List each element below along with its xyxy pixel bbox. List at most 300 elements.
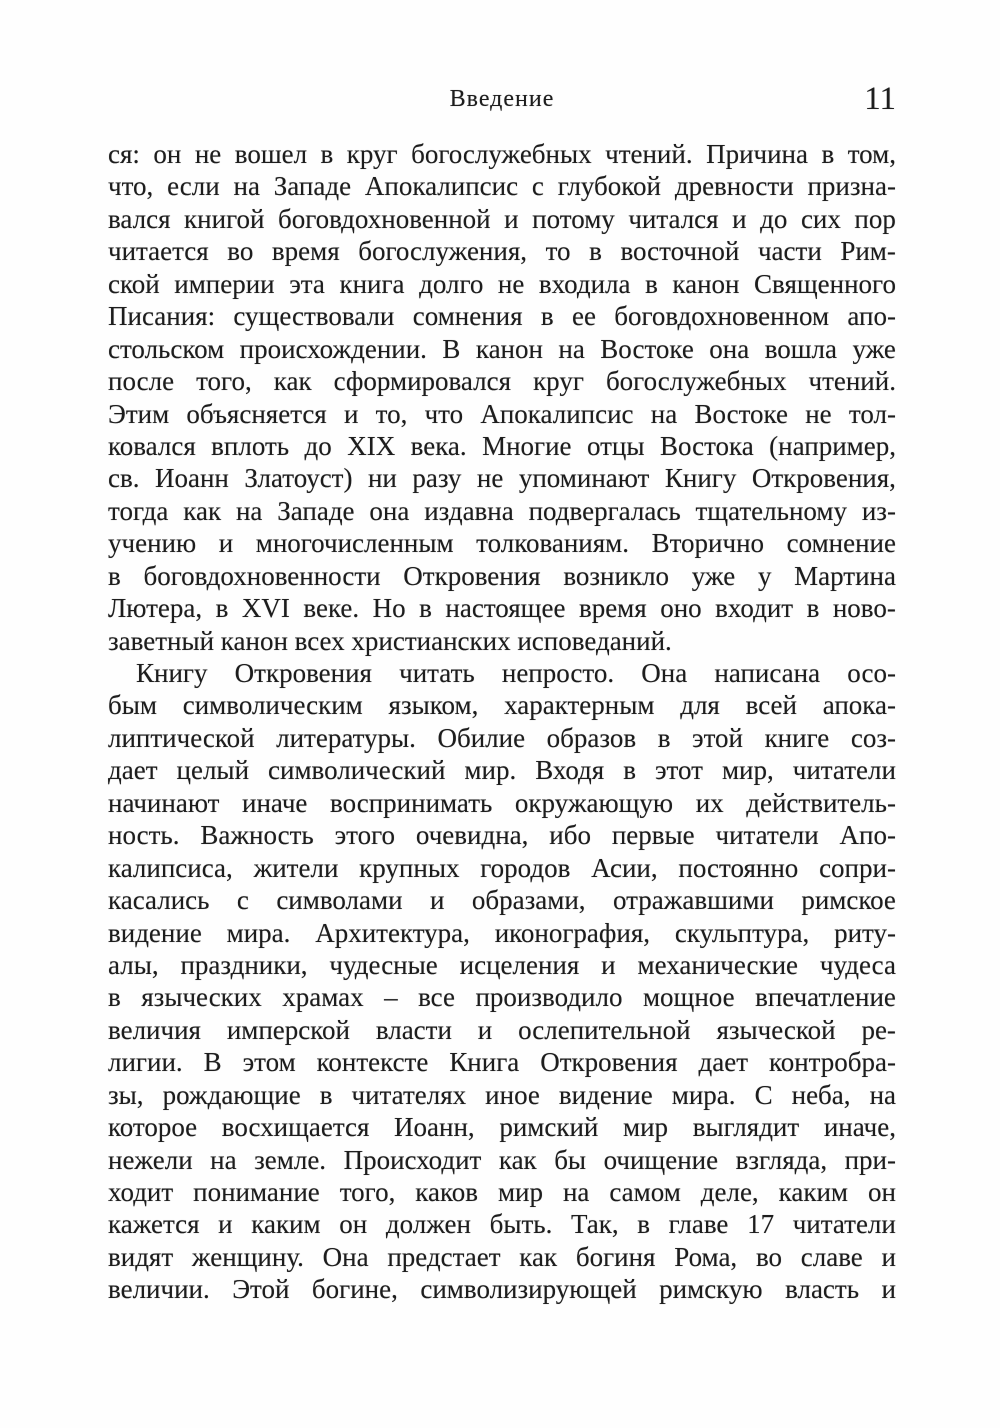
word: в bbox=[589, 236, 602, 267]
word: она bbox=[709, 333, 750, 364]
word: мир, bbox=[721, 755, 774, 786]
word: чудесные bbox=[329, 949, 438, 980]
text-line bbox=[108, 430, 896, 462]
page-number: 11 bbox=[864, 81, 896, 117]
word: В bbox=[442, 333, 461, 364]
word: бы bbox=[554, 1144, 587, 1175]
word: ре- bbox=[861, 1014, 896, 1045]
word: Лютера, bbox=[108, 593, 203, 624]
word: ослепительной bbox=[518, 1014, 691, 1045]
word: исцеления bbox=[459, 949, 580, 980]
word: подвергалась bbox=[528, 495, 681, 526]
word: входила bbox=[538, 268, 631, 299]
word: то bbox=[545, 236, 571, 267]
word: пор bbox=[854, 203, 896, 234]
word: Рим- bbox=[840, 236, 896, 267]
text-line bbox=[108, 819, 896, 851]
word: мир. bbox=[464, 755, 517, 786]
word: богине, bbox=[311, 1274, 398, 1305]
word: видят bbox=[108, 1241, 174, 1272]
word: апока- bbox=[822, 690, 896, 721]
text-line bbox=[108, 527, 896, 559]
word: он bbox=[339, 1209, 368, 1240]
word: до bbox=[304, 430, 332, 461]
word: существовали bbox=[233, 301, 395, 332]
word: толкованиям. bbox=[476, 528, 630, 559]
word: величии. bbox=[108, 1274, 210, 1305]
word: действитель- bbox=[746, 787, 896, 818]
word: веке. bbox=[303, 593, 360, 624]
word: канон bbox=[475, 333, 543, 364]
word: воспринимать bbox=[330, 787, 493, 818]
word: рождающие bbox=[162, 1079, 301, 1110]
word: книге bbox=[764, 722, 830, 753]
word: настоящее bbox=[445, 593, 566, 624]
word: мира. bbox=[226, 917, 291, 948]
word: женщину. bbox=[191, 1241, 304, 1272]
word: читатели bbox=[792, 1209, 896, 1240]
word: в bbox=[645, 268, 658, 299]
word: учению bbox=[108, 528, 197, 559]
word: Апокалипсис bbox=[364, 171, 519, 202]
word: во bbox=[755, 1241, 783, 1272]
word: каким bbox=[251, 1209, 321, 1240]
word: тол- bbox=[848, 398, 896, 429]
word: он bbox=[153, 139, 182, 169]
word: должен bbox=[385, 1209, 471, 1240]
word: сих bbox=[800, 203, 841, 234]
word: Откровения bbox=[234, 658, 372, 688]
word: римскую bbox=[659, 1274, 763, 1305]
word: для bbox=[680, 690, 720, 721]
word: того, bbox=[196, 366, 252, 397]
word: символизирующей bbox=[420, 1274, 637, 1305]
word: литературы. bbox=[276, 722, 416, 753]
word: Апо- bbox=[839, 820, 896, 851]
word: В bbox=[203, 1047, 222, 1078]
word: вошел bbox=[234, 139, 308, 169]
word: призна- bbox=[807, 171, 896, 202]
word: богослужения, bbox=[358, 236, 527, 267]
word: до bbox=[760, 203, 788, 234]
word: 17 bbox=[747, 1209, 775, 1240]
word: том, bbox=[847, 139, 896, 169]
word: то, bbox=[375, 398, 408, 429]
word: бым bbox=[108, 690, 157, 721]
word: постоянно bbox=[678, 852, 799, 883]
word: лигии. bbox=[108, 1047, 183, 1078]
word: языческой bbox=[716, 1014, 836, 1045]
word: боговдохновенности bbox=[143, 560, 381, 591]
word: быть. bbox=[489, 1209, 553, 1240]
word: власти bbox=[375, 1014, 452, 1045]
word: в bbox=[320, 139, 334, 169]
word: языком, bbox=[388, 690, 479, 721]
word: в bbox=[319, 1079, 333, 1110]
text-line bbox=[108, 1176, 896, 1208]
word: в bbox=[821, 139, 835, 169]
word: сформировался bbox=[333, 366, 512, 397]
word: не bbox=[497, 268, 525, 299]
word: Иоанн, bbox=[394, 1112, 475, 1143]
text-line bbox=[108, 300, 896, 332]
word: на bbox=[558, 333, 585, 364]
word: древности bbox=[674, 171, 794, 202]
text-line bbox=[108, 884, 896, 916]
word: в bbox=[215, 593, 229, 624]
text-line bbox=[108, 495, 896, 527]
text-line bbox=[108, 657, 896, 689]
word: каким bbox=[778, 1177, 848, 1207]
word: богослужебных bbox=[605, 366, 787, 397]
word: понимание bbox=[193, 1177, 320, 1207]
text-line bbox=[108, 1014, 896, 1046]
word: круг bbox=[346, 139, 398, 169]
word: контробра- bbox=[768, 1047, 896, 1078]
word: боговдохновенной bbox=[277, 203, 491, 234]
word: мир bbox=[497, 1177, 543, 1207]
word: символический bbox=[268, 755, 446, 786]
word: и bbox=[429, 885, 445, 916]
word: если bbox=[167, 171, 220, 202]
word: мощное bbox=[642, 982, 735, 1013]
word: Откровения bbox=[540, 1047, 678, 1078]
word: во bbox=[227, 236, 254, 267]
word: дает bbox=[108, 755, 158, 786]
word: липтической bbox=[108, 722, 255, 753]
word: многочисленным bbox=[255, 528, 454, 559]
word: Входя bbox=[535, 755, 605, 786]
word: все bbox=[418, 982, 455, 1013]
word: Вторично bbox=[651, 528, 765, 559]
text-line bbox=[108, 462, 896, 494]
word: Происходит bbox=[343, 1144, 482, 1175]
word: Этой bbox=[232, 1274, 290, 1305]
word: ни bbox=[367, 463, 397, 494]
word: Мартина bbox=[794, 560, 896, 591]
word: Многие bbox=[482, 430, 572, 461]
word: этой bbox=[692, 722, 743, 753]
word: сомнение bbox=[786, 528, 896, 559]
word: их bbox=[695, 787, 724, 818]
word: Апокалипсис bbox=[480, 398, 634, 429]
word: зы, bbox=[108, 1079, 144, 1110]
word: Рома, bbox=[674, 1241, 738, 1272]
word: XIX bbox=[347, 430, 396, 461]
word: Книгу bbox=[136, 658, 208, 688]
word: Она bbox=[641, 658, 688, 688]
word: впечатление bbox=[755, 982, 896, 1013]
word: предстает bbox=[387, 1241, 501, 1272]
word: крупных bbox=[359, 852, 460, 883]
word: на bbox=[233, 171, 260, 202]
word: века. bbox=[410, 430, 467, 461]
word: (например, bbox=[769, 430, 896, 461]
word: тщательному bbox=[695, 495, 847, 526]
word: Архитектура, bbox=[315, 917, 470, 948]
word: кажется bbox=[108, 1209, 200, 1240]
word: вался bbox=[108, 203, 171, 234]
text-line: заветный канон всех христианских исповеданий. bbox=[108, 625, 672, 656]
word: читать bbox=[399, 658, 475, 688]
word: власть bbox=[785, 1274, 860, 1305]
word: читается bbox=[108, 236, 209, 267]
word: издавна bbox=[424, 495, 514, 526]
word: апо- bbox=[847, 301, 896, 332]
text-line bbox=[108, 398, 896, 430]
word: Востоке bbox=[694, 398, 788, 429]
word: и bbox=[881, 1241, 896, 1272]
word: не bbox=[194, 139, 222, 169]
word: мира. bbox=[671, 1079, 736, 1110]
word: читателях bbox=[351, 1079, 467, 1110]
word: осо- bbox=[847, 658, 896, 688]
word: с bbox=[531, 171, 544, 202]
word: на bbox=[562, 1177, 590, 1207]
text-line bbox=[108, 981, 896, 1013]
word: как bbox=[273, 366, 312, 397]
word: в bbox=[108, 982, 121, 1013]
word: в bbox=[623, 755, 636, 786]
word: и bbox=[343, 398, 359, 429]
word: он bbox=[867, 1177, 896, 1207]
word: римский bbox=[499, 1112, 599, 1143]
text-line bbox=[108, 333, 896, 365]
word: Причина bbox=[706, 139, 808, 169]
word: Западе bbox=[277, 495, 355, 526]
word: образами, bbox=[471, 885, 586, 916]
text-line bbox=[108, 1111, 896, 1143]
word: ходит bbox=[108, 1177, 174, 1207]
text-line bbox=[108, 1241, 896, 1273]
text-line bbox=[108, 754, 896, 786]
word: образов bbox=[546, 722, 637, 753]
word: символическим bbox=[182, 690, 363, 721]
word: круг bbox=[533, 366, 584, 397]
word: в bbox=[657, 722, 671, 753]
word: очищение bbox=[603, 1144, 719, 1175]
word: алы, bbox=[108, 949, 159, 980]
word: оно bbox=[660, 593, 702, 624]
word: читался bbox=[628, 203, 719, 234]
word: иначе bbox=[242, 787, 308, 818]
word: империи bbox=[174, 268, 275, 299]
word: эта bbox=[289, 268, 325, 299]
word: Востоке bbox=[600, 333, 694, 364]
word: нежели bbox=[108, 1144, 193, 1175]
word: входит bbox=[715, 593, 794, 624]
word: Но bbox=[372, 593, 406, 624]
word: которое bbox=[108, 1112, 198, 1143]
word: славе bbox=[800, 1241, 863, 1272]
word: Книга bbox=[449, 1047, 520, 1078]
word: происхождении. bbox=[239, 333, 427, 364]
text-line bbox=[108, 560, 896, 592]
word: сомнения bbox=[412, 301, 523, 332]
word: Западе bbox=[273, 171, 352, 202]
word: тогда bbox=[108, 495, 169, 526]
word: чтений. bbox=[605, 139, 693, 169]
word: Иоанн bbox=[154, 463, 229, 494]
word: св. bbox=[108, 463, 140, 494]
word: контексте bbox=[316, 1047, 429, 1078]
word: всей bbox=[745, 690, 797, 721]
word: Важность bbox=[200, 820, 314, 851]
word: каков bbox=[415, 1177, 478, 1207]
word: чтений. bbox=[808, 366, 896, 397]
text-line bbox=[108, 1144, 896, 1176]
word: мир bbox=[623, 1112, 669, 1143]
word: Асии, bbox=[591, 852, 658, 883]
word: Откровения bbox=[403, 560, 541, 591]
word: земле. bbox=[254, 1144, 327, 1175]
word: сопри- bbox=[819, 852, 896, 883]
word: иное bbox=[485, 1079, 540, 1110]
word: богослужебных bbox=[411, 139, 592, 169]
word: имперской bbox=[226, 1014, 350, 1045]
word: не bbox=[805, 398, 832, 429]
word: и bbox=[732, 203, 747, 234]
word: Обилие bbox=[437, 722, 526, 753]
word: начинают bbox=[108, 787, 220, 818]
text-line bbox=[108, 722, 896, 754]
word: в bbox=[108, 560, 121, 591]
word: книга bbox=[339, 268, 405, 299]
word: – bbox=[384, 982, 398, 1013]
word: читатели bbox=[792, 755, 896, 786]
word: первые bbox=[611, 820, 695, 851]
word: деле, bbox=[700, 1177, 759, 1207]
word: потому bbox=[532, 203, 615, 234]
word: читатели bbox=[715, 820, 819, 851]
running-header bbox=[108, 82, 896, 116]
word: объясняется bbox=[186, 398, 327, 429]
body-text bbox=[108, 138, 896, 1306]
word: с bbox=[236, 885, 249, 916]
word: С bbox=[754, 1079, 773, 1110]
word: калипсиса, bbox=[108, 852, 233, 883]
running-title: Введение bbox=[449, 86, 555, 112]
word: из- bbox=[861, 495, 896, 526]
word: Писания: bbox=[108, 301, 216, 332]
word: как bbox=[183, 495, 222, 526]
word: иначе, bbox=[823, 1112, 896, 1143]
word: ся: bbox=[108, 139, 140, 169]
word: дает bbox=[698, 1047, 748, 1078]
word: в bbox=[419, 593, 432, 624]
word: этом bbox=[242, 1047, 296, 1078]
text-line bbox=[108, 138, 896, 170]
text-line bbox=[108, 1046, 896, 1078]
word: Златоуст) bbox=[244, 463, 353, 494]
word: и bbox=[218, 1209, 233, 1240]
word: чудеса bbox=[819, 949, 896, 980]
word: написана bbox=[714, 658, 821, 688]
word: и bbox=[218, 528, 234, 559]
text-line bbox=[108, 1079, 896, 1111]
word: долго bbox=[419, 268, 484, 299]
word: время bbox=[271, 236, 340, 267]
text-line bbox=[108, 592, 896, 624]
word: римское bbox=[801, 885, 896, 916]
word: того, bbox=[339, 1177, 396, 1207]
word: неба, bbox=[791, 1079, 851, 1110]
word: характерным bbox=[504, 690, 655, 721]
word: и bbox=[477, 1014, 493, 1045]
word: и bbox=[504, 203, 519, 234]
word: храмах bbox=[282, 982, 364, 1013]
word: Она bbox=[322, 1241, 369, 1272]
word: ибо bbox=[549, 820, 591, 851]
word: книгой bbox=[184, 203, 265, 234]
word: очевидна, bbox=[415, 820, 529, 851]
word: Так, bbox=[570, 1209, 619, 1240]
text-line bbox=[108, 949, 896, 981]
word: не bbox=[476, 463, 504, 494]
word: ново- bbox=[832, 593, 896, 624]
word: взгляда, bbox=[735, 1144, 828, 1175]
word: касались bbox=[108, 885, 210, 916]
text-line bbox=[108, 268, 896, 300]
word: праздники, bbox=[180, 949, 308, 980]
word: соз- bbox=[850, 722, 896, 753]
word: на bbox=[869, 1079, 896, 1110]
word: видение bbox=[558, 1079, 653, 1110]
word: части bbox=[757, 236, 822, 267]
word: ее bbox=[571, 301, 596, 332]
word: ской bbox=[108, 268, 160, 299]
word: в bbox=[540, 301, 554, 332]
word: разу bbox=[412, 463, 462, 494]
word: что, bbox=[108, 171, 154, 202]
word: отцы bbox=[586, 430, 645, 461]
word: языческих bbox=[141, 982, 262, 1013]
word: ность. bbox=[108, 820, 180, 851]
word: вошла bbox=[764, 333, 837, 364]
word: после bbox=[108, 366, 175, 397]
word: отражавшими bbox=[612, 885, 774, 916]
word: в bbox=[637, 1209, 651, 1240]
word: этот bbox=[654, 755, 703, 786]
word: механические bbox=[637, 949, 799, 980]
word: производило bbox=[475, 982, 623, 1013]
text-line bbox=[108, 917, 896, 949]
word: на bbox=[210, 1144, 237, 1175]
word: главе bbox=[668, 1209, 729, 1240]
word: Откровения, bbox=[751, 463, 896, 494]
text-line bbox=[108, 787, 896, 819]
word: богиня bbox=[575, 1241, 656, 1272]
word: и bbox=[601, 949, 616, 980]
word: уже bbox=[852, 333, 896, 364]
word: при- bbox=[844, 1144, 896, 1175]
word: боговдохновенном bbox=[614, 301, 830, 332]
word: возникло bbox=[563, 560, 670, 591]
word: глубокой bbox=[557, 171, 661, 202]
word: выглядит bbox=[692, 1112, 800, 1143]
word: уже bbox=[691, 560, 736, 591]
word: восхищается bbox=[221, 1112, 370, 1143]
word: XVI bbox=[241, 593, 290, 624]
word: Востока bbox=[659, 430, 754, 461]
word: самом bbox=[609, 1177, 681, 1207]
word: Священного bbox=[754, 268, 896, 299]
word: городов bbox=[480, 852, 571, 883]
word: риту- bbox=[834, 917, 896, 948]
word: целый bbox=[176, 755, 250, 786]
word: видение bbox=[108, 917, 202, 948]
text-line bbox=[108, 365, 896, 397]
